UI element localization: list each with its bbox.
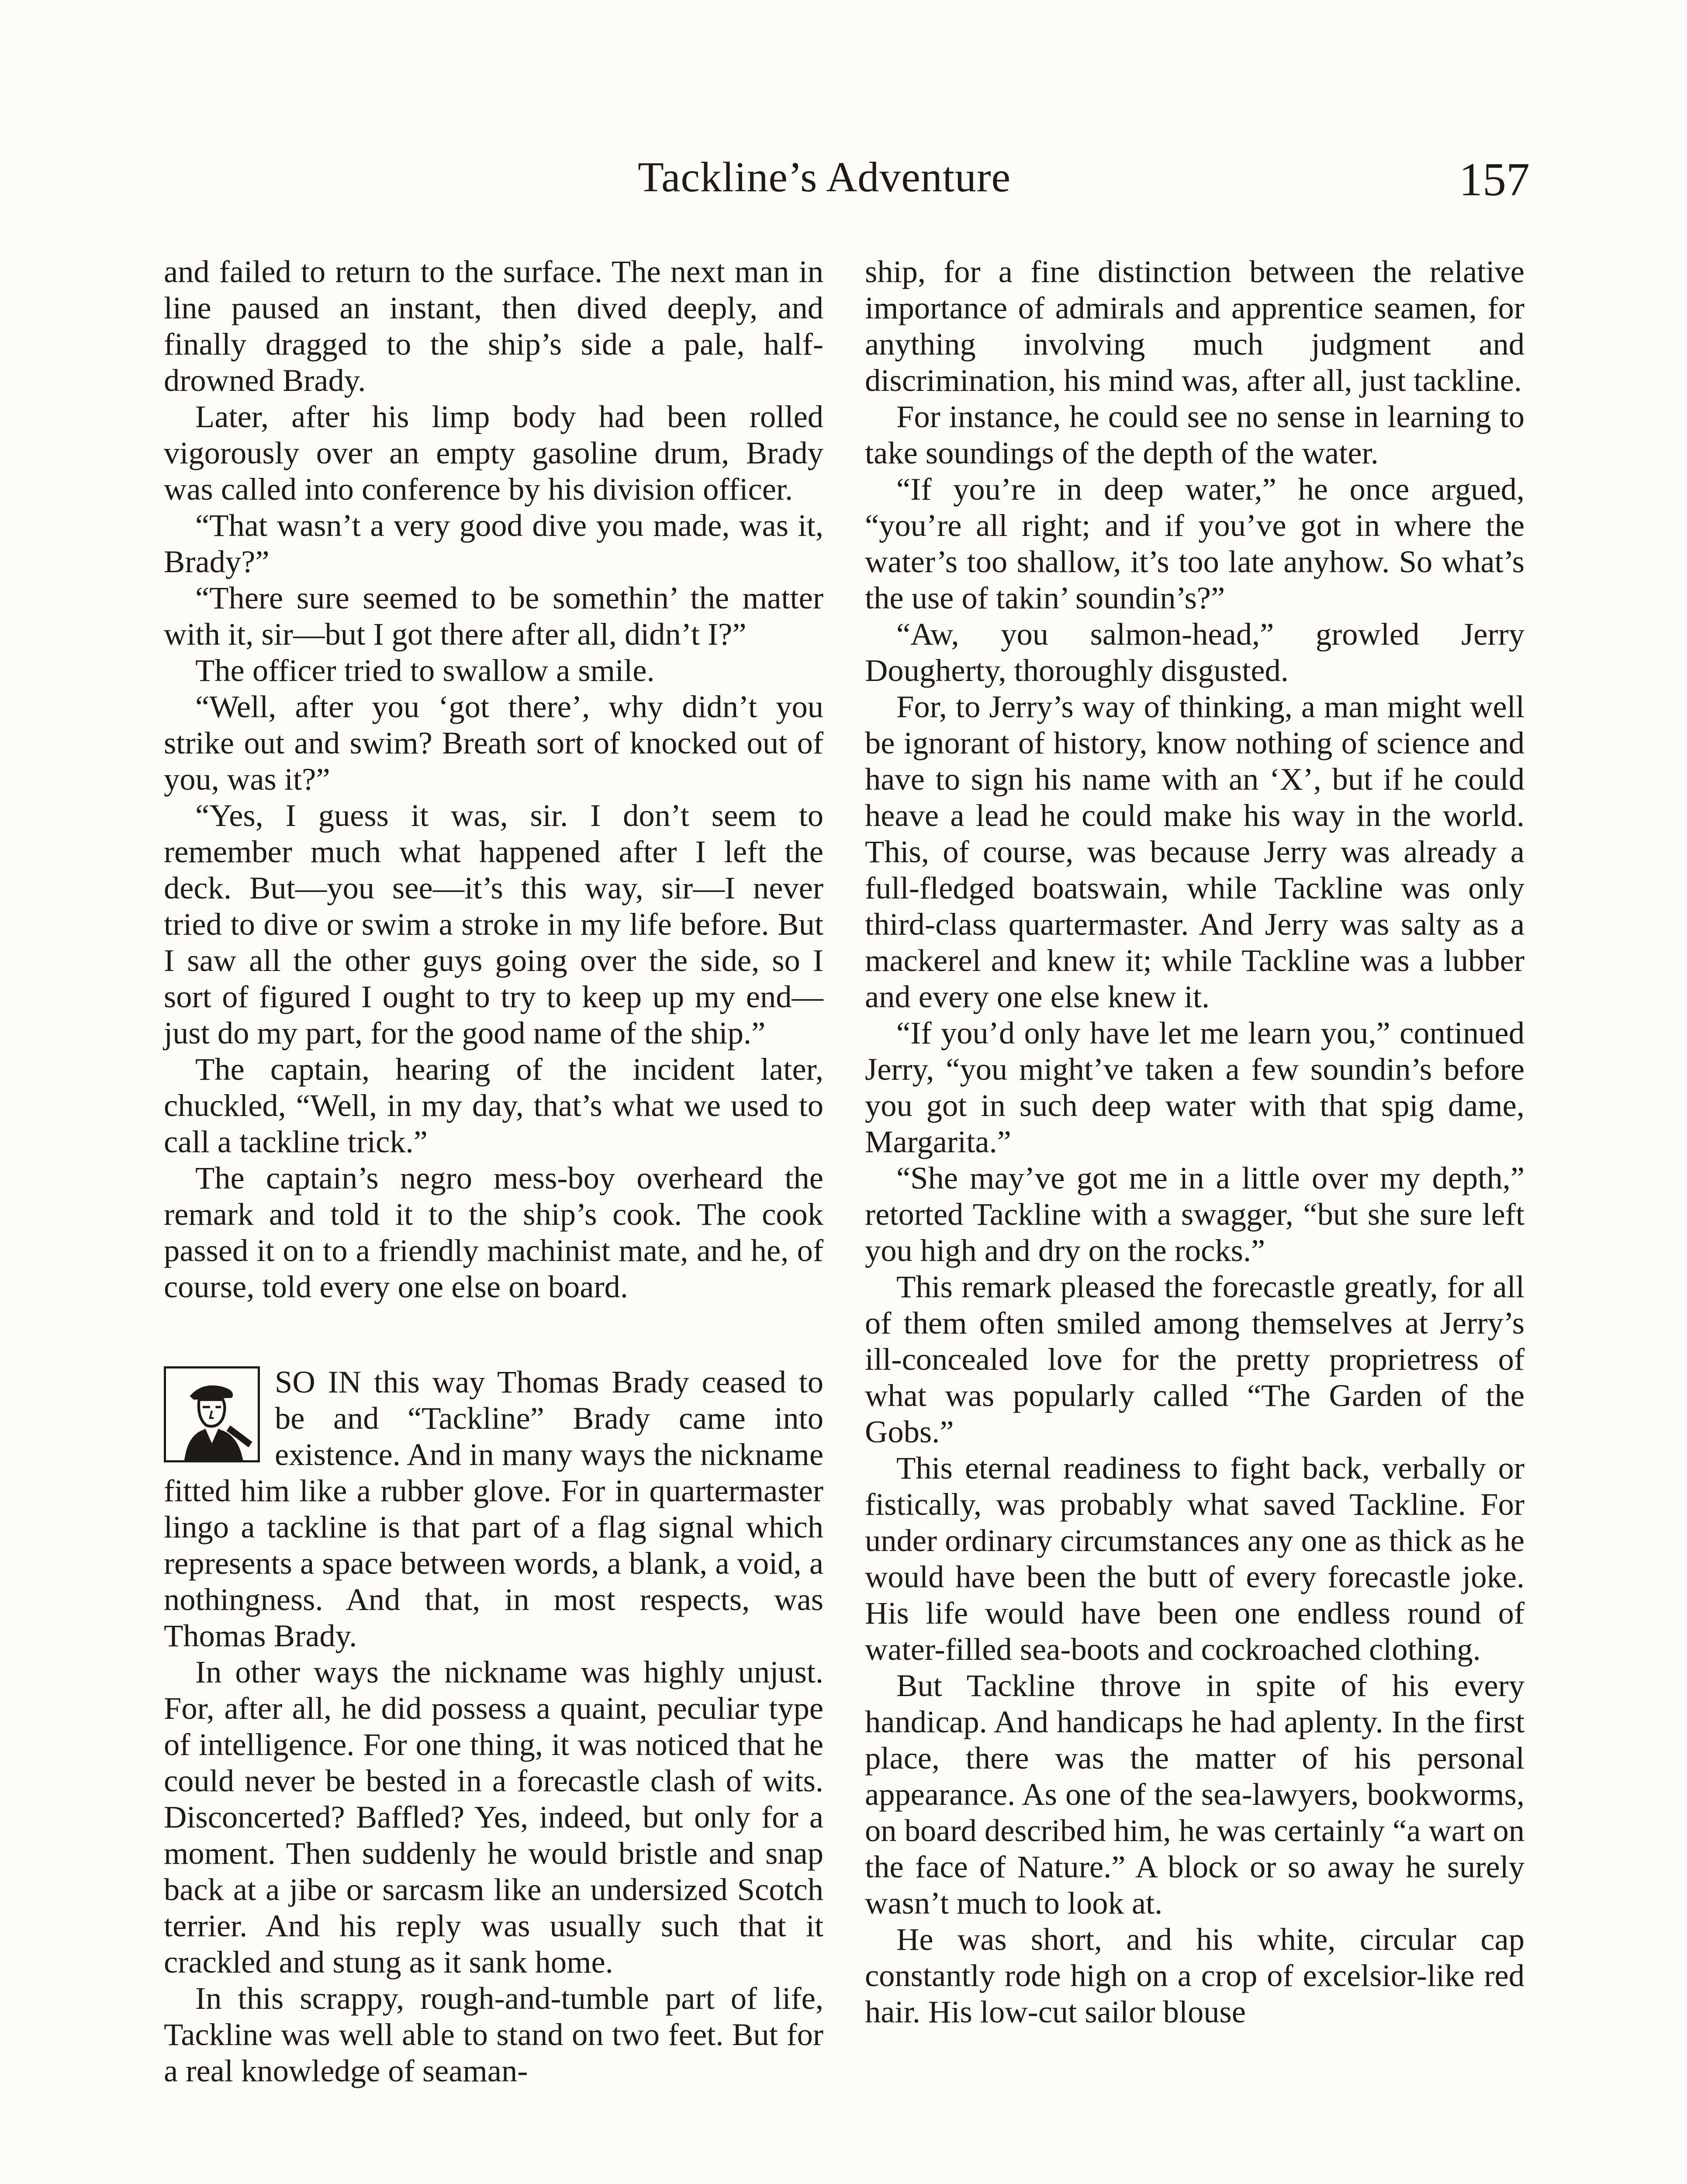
paragraph: He was short, and his white, circular cap constantly rode high on a crop of excelsior-like red hair. His low-cut sailor blouse [865,1921,1525,2029]
left-column [164,253,823,2184]
paragraph: This remark pleased the forecastle greatly, for all of them often smiled among themselves at Jerry’s ill-concealed love for the pretty proprietress of what was popularly called “The Garden of the Gobs.” [865,1269,1525,1449]
paragraph: The captain, hearing of the incident later, chuckled, “Well, in my day, that’s what we used to call a tackline trick.” [164,1051,823,1159]
paragraph: “That wasn’t a very good dive you made, was it, Brady?” [164,508,823,579]
section-opening [164,1364,823,1654]
page-header [0,0,1687,245]
paragraph: In other ways the nickname was highly unjust. For, after all, he did possess a quaint, peculiar type of intelligence. For one thing, it was noticed that he could never be bested in a forecastle clash of wits. Disconcerted? Baffled? Yes, indeed, but only for a moment. Then suddenly he would bristle and snap back at a jibe or sarcasm like an undersized Scotch terrier. And his reply was usually such that it crackled and stung as it sank home. [164,1654,823,1980]
paragraph: “She may’ve got me in a little over my depth,” retorted Tackline with a swagger, “but she sure left you high and dry on the rocks.” [865,1160,1525,1268]
paragraph: The officer tried to swallow a smile. [195,653,655,688]
paragraph: SO IN this way Thomas Brady ceased to be and “Tackline” Brady came into existence. And in many ways the nickname fitted him like a rubber glove. For in quartermaster lingo a tackline is that part of a flag signal which represents a space between words, a blank, a void, a nothingness. And that, in most respects, was Thomas Brady. [164,1364,823,1653]
paragraph: “If you’d only have let me learn you,” continued Jerry, “you might’ve taken a few soundin’s before you got in such deep water with that spig dame, Margarita.” [865,1015,1525,1159]
paragraph: Later, after his limp body had been rolled vigorously over an empty gasoline drum, Brady was called into conference by his division officer. [164,399,823,507]
paragraph: For instance, he could see no sense in learning to take soundings of the depth of the water. [865,399,1525,470]
paragraph: “Yes, I guess it was, sir. I don’t seem to remember much what happened after I left the deck. But—you see—it’s this way, sir—I never tried to dive or swim a stroke in my life before. But I saw all the other guys going over the side, so I sort of figured I ought to try to keep up my end—just do my part, for the good name of the ship.” [164,798,823,1051]
running-title: Tackline’s Adventure [638,154,1011,201]
paragraph: For, to Jerry’s way of thinking, a man might well be ignorant of history, know nothing of science and have to sign his name with an ‘X’, but if he could heave a lead he could make his way in the world. This, of course, was because Jerry was already a full-fledged boatswain, while Tackline was only third-class quartermaster. And Jerry was salty as a mackerel and knew it; while Tackline was a lubber and every one else knew it. [865,689,1525,1014]
paragraph: In this scrappy, rough-and-tumble part of life, Tackline was well able to stand on two feet. But for a real knowledge of seaman- [164,1980,823,2088]
right-column [865,253,1525,2184]
paragraph: “Well, after you ‘got there’, why didn’t you strike out and swim? Breath sort of knocked out of you, was it?” [164,689,823,797]
paragraph: and failed to return to the surface. The next man in line paused an instant, then dived deeply, and finally dragged to the ship’s side a pale, half-drowned Brady. [164,254,823,398]
page-number: 157 [1459,154,1530,206]
paragraph: “There sure seemed to be somethin’ the matter with it, sir—but I got there after all, didn’t I?” [164,580,823,652]
paragraph: The captain’s negro mess-boy overheard the remark and told it to the ship’s cook. The cook passed it on to a friendly machinist mate, and he, of course, told every one else on board. [164,1160,823,1304]
sailor-portrait-icon [164,1366,260,1462]
paragraph: “Aw, you salmon-head,” growled Jerry Dougherty, thoroughly disgusted. [865,616,1525,688]
paragraph: But Tackline throve in spite of his every handicap. And handicaps he had aplenty. In the first place, there was the matter of his personal appearance. As one of the sea-lawyers, bookworms, on board described him, he was certainly “a wart on the face of Nature.” A block or so away he surely wasn’t much to look at. [865,1668,1525,1921]
paragraph: “If you’re in deep water,” he once argued, “you’re all right; and if you’ve got in where the water’s too shallow, it’s too late anyhow. So what’s the use of takin’ soundin’s?” [865,471,1525,615]
paragraph: This eternal readiness to fight back, verbally or fistically, was probably what saved Tackline. For under ordinary circumstances any one as thick as he would have been the butt of every forecastle joke. His life would have been one endless round of water-filled sea-boots and cockroached clothing. [865,1450,1525,1667]
paragraph: ship, for a fine distinction between the relative importance of admirals and apprentice seamen, for anything involving much judgment and discrimination, his mind was, after all, just tackline. [865,254,1525,398]
